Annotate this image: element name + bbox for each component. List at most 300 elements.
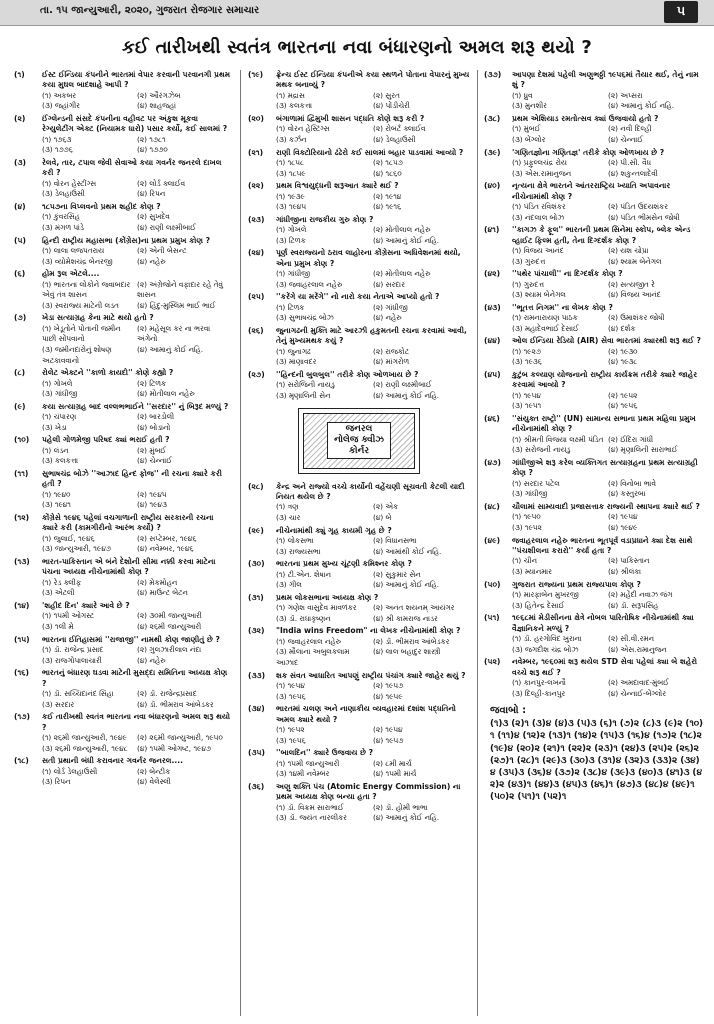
- answer-option: (૨) મોતીલાલ નહેરુ: [373, 269, 431, 279]
- question-number: (૨): [14, 114, 26, 123]
- question-item: [14, 712, 232, 754]
- answer-option: (૩) જાન્યુઆરી, ૧૯૪૭: [42, 544, 111, 554]
- options-grid: [14, 689, 232, 710]
- question-text: શક સંવત આધારિત આપણું રાષ્ટ્રીય પંચાંગ ક્યારે જાહેર થયું ?: [276, 670, 466, 680]
- answer-option: (૨) અંગ્રેજોને વફાદાર રહે તેવું શાસન: [137, 279, 223, 300]
- question-number: (૧૦): [14, 435, 30, 445]
- answer-option: (૩) સરોજની નાયડુ: [512, 445, 571, 455]
- question-number: (૫): [14, 235, 26, 245]
- answer-option: (૩) ૧૪મી નવેમ્બર: [276, 769, 330, 779]
- question-text-row: [14, 114, 232, 135]
- options-grid: [484, 280, 704, 301]
- answer-option: (૪) માઉન્ટ બેટન: [137, 588, 188, 598]
- answer-option: (૪) પોંડીચેરી: [373, 101, 410, 111]
- question-number: (૧૨): [14, 512, 30, 522]
- answer-option: (૧) લોર્ડ ડેલહાઉસી: [42, 766, 98, 776]
- answer-option: (૩) ગીલ: [276, 580, 302, 590]
- options-grid: [14, 733, 232, 754]
- question-text-row: [248, 248, 470, 269]
- answer-option: (૪) આમાનું કોઈ નહિ.: [373, 390, 440, 400]
- question-text: ભારતના ઈતિહાસમાં ''રાજાજી'' નામથી કોણ જાણીતું છે ?: [42, 634, 220, 644]
- question-text-row: [248, 292, 470, 302]
- question-text-row: [484, 657, 704, 678]
- question-text-row: [248, 671, 470, 681]
- answer-option: (૧) કુંવરસિંહ: [42, 212, 80, 222]
- question-number: (૧૩): [14, 556, 30, 566]
- question-text-row: [14, 402, 232, 412]
- question-text-row: [248, 215, 470, 225]
- question-text-row: [484, 370, 704, 391]
- answer-option: (૨) પંડિત ઉદયશંકર: [608, 202, 668, 211]
- question-text-row: [248, 326, 470, 347]
- options-grid: [14, 324, 232, 366]
- answer-option: (૩) ટિળક: [276, 235, 306, 245]
- options-grid: [484, 246, 704, 267]
- answer-option: (૪) શકુન્તલાદેવી: [608, 168, 658, 178]
- page-title: કઈ તારીખથી સ્વતંત્ર ભારતના નવા બંધારણનો અમલ શરૂ થયો ?: [121, 37, 592, 58]
- quiz-corner-box: [298, 408, 420, 474]
- question-item: [248, 482, 470, 524]
- answer-option: (૧) ટિળક: [276, 302, 305, 312]
- answer-option: (૩) કર્ઝન: [276, 135, 307, 144]
- options-grid: [248, 759, 470, 780]
- answer-option: (૨) ગુલઝારીલાલ નંદા: [137, 644, 202, 654]
- answer-option: (૨) સપ્ટેમ્બર, ૧૯૪૬: [137, 533, 197, 543]
- answer-option: (૨) નવી દિલ્હી: [608, 124, 652, 134]
- question-text: ''કાગઝ કે ફૂલ'' ભારતની પ્રથમ સિનેમા સ્કોપ, બ્લેક એન્ડ વ્હાઈટ ફિલ્મ હતી, તેના દિગ્દર્શક કોણ ?: [512, 225, 691, 245]
- answer-option: (૨) ૧૯૫૨: [608, 390, 638, 400]
- answer-option: (૩) મ્યાનમાર: [512, 566, 552, 576]
- question-item: [484, 225, 704, 267]
- question-number: (૪૮): [484, 501, 500, 511]
- answer-option: (૨) પાકિસ્તાન: [608, 556, 650, 566]
- question-text: કુટુંબ કલ્યાણ યોજનાનો રાષ્ટ્રીય કાર્યક્રમ તરીકે ક્યારે જાહેર કરવામાં આવ્યો ?: [512, 369, 698, 390]
- answer-option: (૧) સરદાર પટેલ: [512, 478, 560, 488]
- question-text: પ્રથમ વિશ્વયુદ્ધની શરૂઆત ક્યારે થઈ ?: [276, 181, 399, 191]
- question-number: (૧૫): [14, 634, 30, 644]
- answer-option: (૪) શ્યામ બેનેગલ: [608, 256, 662, 266]
- question-text: ભારત-પાકિસ્તાન એ બંને દેશોની સીમા નક્કી કરવા માટેના પંચના અધ્યક્ષ નીચેનામાંથી કોણ ?: [42, 556, 216, 577]
- question-text: ઈંગ્લેન્ડની સંસદે કંપનીના વહીવટ પર અંકુશ મૂકવા રેગ્યુલેટીંગ એક્ટ (નિયામક ધારો) પસાર કર્યો, કઈ સાલમાં ?: [42, 114, 228, 134]
- answer-option: (૪) ચેન્નાઈ: [137, 456, 172, 466]
- answer-option: (૨) મહેસૂલ કર ના ભરવા અંગેનો: [137, 323, 211, 344]
- question-item: [14, 601, 232, 633]
- answer-option: (૩) ૧૯૫૬: [276, 691, 306, 701]
- answer-option: (૩) જમીનદારોનું શોષણ અટકાવવાનો: [42, 344, 112, 365]
- answer-option: (૪) આમાંથી કોઈ નહિ.: [373, 546, 442, 556]
- question-item: [484, 114, 704, 146]
- hatched-frame: [303, 413, 415, 469]
- question-number: (૩૨): [248, 626, 265, 636]
- answer-option: (૨) ૩૦મી જાન્યુઆરી: [137, 611, 202, 621]
- answer-option: (૨) વિધાનસભા: [373, 535, 417, 545]
- question-number: (૪૦): [484, 181, 501, 191]
- answer-option: (૨) રાણી લક્ષ્મીબાઈ: [373, 380, 432, 390]
- question-item: [484, 502, 704, 534]
- answer-option: (૩) રિપન: [42, 777, 71, 787]
- question-item: [484, 414, 704, 456]
- question-text: ''પથેર પાંચાલી'' ના દિગ્દર્શક કોણ ?: [512, 269, 623, 279]
- answer-option: (૪) ૧૫મી ઓગષ્ટ, ૧૯૪૭: [137, 743, 211, 753]
- quiz-column-3: [484, 70, 704, 1024]
- question-text-row: [14, 557, 232, 578]
- question-item: [484, 536, 704, 578]
- question-item: [248, 292, 470, 324]
- answer-option: (૨) ઈંદિરા ગાંધી: [608, 434, 654, 444]
- answer-option: (૩) સુભાષચંદ્ર બોઝ: [276, 313, 334, 323]
- answer-option: (૩) ૧૯૪૧: [42, 500, 71, 510]
- options-grid: [14, 379, 232, 400]
- answer-option: (૧) લંડન: [42, 445, 69, 455]
- question-item: [14, 756, 232, 788]
- question-text: ૧૮૫૭ના વિપ્લવનો પ્રથમ શહીદ કોણ ?: [42, 202, 161, 211]
- answer-option: (૩) ૧૯૫૬: [276, 735, 306, 745]
- question-text-row: [484, 269, 704, 279]
- answer-option: (૩) ૨૬મી જાન્યુઆરી, ૧૯૪૮: [42, 743, 128, 753]
- question-item: [484, 580, 704, 612]
- column-divider: [240, 70, 241, 1016]
- answer-option: (૨) ટિળક: [137, 378, 167, 388]
- question-item: [484, 370, 704, 412]
- answer-option: (૧) જુલાઈ, ૧૯૪૬: [42, 533, 95, 543]
- question-text-row: [248, 526, 470, 536]
- question-text: નવેમ્બર, ૧૯૬૦માં શરૂ થયેલ STD સેવા પહેલાં ક્યા બે શહેરો વચ્ચે શરૂ થઈ ?: [512, 657, 698, 677]
- question-text-row: [484, 580, 704, 590]
- answer-option: (૧) મદ્રાસ: [276, 90, 305, 100]
- answer-option: (૨) લોર્ડ ક્લાઈવ: [137, 178, 186, 188]
- question-item: [484, 657, 704, 699]
- answer-option: (૧) વિજય આનંદ: [512, 246, 564, 255]
- answer-option: (૧) ૧૯૨૭: [512, 346, 541, 356]
- question-text: ''ભૂતત્ત નિગમ'' ના લેખક કોણ ?: [512, 302, 613, 312]
- answer-option: (૩) સ્વરાજ્ય માટેની લડત: [42, 300, 119, 310]
- question-text-row: [248, 370, 470, 380]
- options-grid: [248, 347, 470, 368]
- question-text: હોમ રૂલ એટલે....: [42, 269, 100, 279]
- answer-option: (૩) ૧૯૫૨: [512, 522, 542, 532]
- answer-option: (૪) ચેન્નાઈ: [608, 135, 643, 144]
- answer-option: (૪) ડૉ. સરૂપસિંહ: [608, 600, 659, 610]
- question-item: [248, 181, 470, 213]
- question-number: (૩૯): [484, 147, 501, 157]
- question-text: રાણી વિક્ટોરિયાનો ઢંઢેરો કઈ સાલમાં બહાર પાડવામાં આવ્યો ?: [276, 147, 464, 157]
- question-number: (૫૧): [484, 613, 500, 623]
- question-text: ભારતમાં ચલણ અને નાણાકીય વ્યવહારમાં દશાંશ પદ્ધતિનો અમલ ક્યારે થયો ?: [276, 704, 456, 724]
- answer-option: (૩) જગદીશ ચંદ્ર બોઝ: [512, 644, 579, 654]
- answer-option: (૪) બે: [373, 512, 392, 522]
- question-text-row: [14, 70, 232, 91]
- answer-option: (૪) નહેરુ: [373, 313, 402, 323]
- question-number: (૧): [14, 70, 25, 79]
- answer-option: (૪) ૧૯૩૮: [608, 357, 638, 367]
- answer-option: (૨) મુંબઈ: [137, 445, 166, 455]
- question-item: [248, 748, 470, 780]
- question-number: (૧૭): [14, 712, 30, 722]
- question-text: પહેલી ગોળમેજી પરિષદ ક્યાં ભરાઈ હતી ?: [42, 435, 170, 445]
- question-text: બંગાળામાં દ્વિમુખી શાસન પદ્ધતિ કોણે શરૂ કરી ?: [276, 114, 425, 123]
- answer-option: (૨) ડૉ. રાજેન્દ્રપ્રસાદ: [137, 688, 197, 698]
- question-text: નૃત્યના ક્ષેત્રે ભારતને આંતરરાષ્ટ્રિય ખ્યાતિ અપાવનાર નીચેનામાંથી કોણ ?: [512, 181, 671, 201]
- question-item: [484, 70, 704, 112]
- question-number: (૩): [14, 158, 26, 167]
- options-grid: [484, 678, 704, 699]
- question-number: (૬): [14, 269, 26, 279]
- answer-option: (૧) જુનાગઢ: [276, 346, 311, 356]
- question-number: (૮): [14, 368, 26, 378]
- answer-option: (૧) ગાંધીજી: [276, 269, 310, 279]
- question-text-row: [14, 236, 232, 246]
- question-text: સતી પ્રથાની બંધી કરાવનાર ગવર્નર જનરલ....: [42, 756, 184, 766]
- options-grid: [14, 767, 232, 788]
- options-grid: [14, 135, 232, 156]
- question-text-row: [248, 704, 470, 725]
- answer-option: (૧) ૧૫મી જાન્યુઆરી: [276, 758, 340, 768]
- question-text: કેન્દ્ર અને રાજ્યો વચ્ચે કાર્યોની વહેંચણી સૂચવતી કેટલી યાદી નિયત થયેલ છે ?: [276, 481, 465, 501]
- answer-option: (૪) શાહજહાં: [137, 101, 177, 111]
- question-item: [484, 336, 704, 368]
- answer-option: (૨) બારડોલી: [137, 412, 175, 422]
- question-number: (૨૪): [248, 248, 265, 258]
- question-item: [248, 559, 470, 591]
- question-text: ગાંધીજીના રાજકીય ગુરુ કોણ ?: [276, 214, 374, 224]
- options-grid: [248, 124, 470, 145]
- question-item: [14, 668, 232, 710]
- question-text: જુનાગઢની મુક્તિ માટે આરઝી હકુમતની રચના કરવામાં આવી, તેનું મુખ્યમથક કયું ?: [276, 325, 467, 346]
- answer-option: (૧) જવાહરલાલ નહેરુ: [276, 636, 341, 646]
- question-text-row: [14, 601, 232, 611]
- question-text-row: [484, 181, 704, 202]
- options-grid: [14, 280, 232, 312]
- question-text-row: [484, 336, 704, 346]
- options-grid: [484, 512, 704, 533]
- answer-option: (૩) ડૉ. જયંત નારલીકર: [276, 813, 347, 823]
- answer-option: (૧) ગોખલે: [276, 225, 307, 235]
- answer-option: (૪) લાલ બહાદુર શાસ્ત્રી: [373, 647, 441, 657]
- answer-option: (૧) વોરન હેસ્ટીંગ્સ: [42, 178, 97, 188]
- answer-option: (૩) ૧લી મે: [42, 621, 74, 631]
- question-item: [484, 458, 704, 500]
- question-item: [248, 704, 470, 746]
- question-item: [248, 782, 470, 824]
- answer-option: (૨) ૧૭૮૧: [137, 134, 166, 144]
- answer-option: (૨) રાજકોટ: [373, 346, 409, 356]
- answer-option: (૨) મોતીલાલ નહેરુ: [373, 225, 431, 235]
- answer-option: (૧) સરોજિની નાયડુ: [276, 380, 335, 390]
- options-grid: [248, 536, 470, 557]
- question-text-row: [484, 613, 704, 634]
- answer-option: (૨) ૧૯૧૪: [373, 191, 402, 201]
- answer-option: (૧) વોરન હેસ્ટિંગ્સ: [276, 124, 330, 134]
- quiz-column-2: [248, 70, 470, 1024]
- answer-option: (૪) ૧૮૬૦: [373, 168, 402, 178]
- answer-option: (૩) કલકત્તા: [42, 456, 79, 466]
- question-item: [248, 593, 470, 625]
- answer-option: (૧) પંડિત રવિશંકર: [512, 202, 566, 211]
- question-number: (૩૩): [248, 670, 266, 680]
- answer-option: (૩) રાજ્યસભા: [276, 546, 321, 556]
- question-text: "India wins Freedom" ના લેખક નીચેનામાંથી કોણ ?: [276, 626, 461, 636]
- question-number: (૨૮): [248, 481, 264, 491]
- options-grid: [248, 570, 470, 591]
- answer-option: (૪) આમાનું કોઈ નહિ.: [373, 813, 440, 823]
- question-text: કઈ તારીખથી સ્વતંત્ર ભારતના નવા બંધારણનો અમલ શરૂ થયો ?: [42, 712, 231, 732]
- question-item: [14, 469, 232, 511]
- question-text-row: [484, 114, 704, 124]
- answer-option: (૧) ૧૯૫૪: [276, 680, 305, 690]
- answer-option: (૪) હિંદુ-મુસ્લિમ ભાઈ ભાઈ: [137, 300, 216, 310]
- options-grid: [14, 91, 232, 112]
- options-grid: [248, 603, 470, 624]
- options-grid: [248, 192, 470, 213]
- answer-option: (૧) ગુરુદત્ત: [512, 279, 544, 289]
- options-grid: [484, 313, 704, 334]
- answers-heading: જવાબો :: [490, 705, 527, 717]
- answer-option: (૨) ૧૯૩૦: [608, 346, 638, 356]
- question-text: આપણા દેશમાં પહેલી અણુભઠ્ઠી ૧૯૫૬માં તૈયાર થઈ, તેનું નામ શું ?: [512, 70, 699, 90]
- answer-option: (૪) નહેરુ: [137, 655, 166, 665]
- answer-option: (૪) કસ્તુરબા: [608, 489, 646, 499]
- quiz-column-1: [14, 70, 232, 1024]
- answer-option: (૩) ચાર: [276, 512, 301, 522]
- answer-option: (૧) ડૉ. સચ્ચિદાનંદ સિંહા: [42, 688, 114, 698]
- answer-option: (૧) શ્રીમતી વિજયા લક્ષ્મી પંડિત: [512, 434, 604, 444]
- answer-option: (૪) રાણી લક્ષ્મીબાઈ: [137, 223, 196, 232]
- answer-option: (૩) મૌલાના અબુલકલામ આઝાદ: [276, 647, 350, 667]
- options-grid: [484, 435, 704, 456]
- question-item: [248, 148, 470, 180]
- question-text: કોંગ્રેસે ૧૯૪૬ પહેલાં વચગાળાની રાષ્ટ્રીય સરકારની રચના ક્યારે કરી (કામગીરીનો આરંભ કર્યો) ?: [42, 512, 214, 533]
- options-grid: [14, 246, 232, 267]
- question-item: [14, 236, 232, 268]
- options-grid: [248, 225, 470, 246]
- question-text-row: [484, 70, 704, 91]
- options-grid: [14, 611, 232, 632]
- options-grid: [14, 578, 232, 599]
- question-text: ''હિન્દની બુલબુલ'' તરીકે કોણ ઓળખાય છે ?: [276, 369, 419, 379]
- options-grid: [14, 534, 232, 555]
- answer-option: (૨) ઉમાશંકર જોષી: [608, 313, 665, 323]
- answer-option: (૪) એસ.રામાનુજન: [608, 644, 667, 654]
- options-grid: [484, 590, 704, 611]
- answer-option: (૨) ડૉ. ભીમરાવ આંબેડકર: [373, 636, 450, 646]
- question-text: ૧૯૬૮માં મેડીસીનના ક્ષેત્રે નોબલ પારિતોષિક નીચેનામાંથી ક્યા વૈજ્ઞાનિકને મળ્યું ?: [512, 613, 694, 633]
- answer-option: (૧) ચંપારણ: [42, 412, 77, 422]
- question-text: ખેડા સત્યાગ્રહ કેના માટે થયો હતો ?: [42, 313, 154, 323]
- answer-option: (૩) શ્યામ બેનેગલ: [512, 290, 566, 300]
- question-number: (૩૭): [484, 70, 502, 79]
- question-number: (૪૪): [484, 336, 501, 346]
- answer-option: (૪) શ્રી કામરાજ નાડર: [373, 613, 438, 623]
- question-text-row: [248, 626, 470, 636]
- answer-option: (૨) અનંત શયનમ્ આયંગર: [373, 603, 455, 613]
- options-grid: [14, 212, 232, 233]
- answer-option: (૨) ૧૯૫૭: [373, 680, 404, 690]
- answer-option: (૩) ડેલહાઉસી: [42, 189, 85, 199]
- question-text: સુભાષચંદ્ર બોઝે ''આઝાદ હિન્દ ફોજ'' ની રચના ક્યારે કરી હતી ?: [42, 468, 222, 489]
- answer-option: (૪) મૃણાલિની સારાભાઈ: [608, 445, 678, 455]
- question-item: [248, 114, 470, 146]
- question-item: [484, 269, 704, 301]
- question-text-row: [484, 225, 704, 246]
- answer-option: (૧) રેડ ક્લીફ: [42, 577, 82, 587]
- question-text: પૂર્ણ સ્વરાજ્યનો ઠરાવ લાહોરના કોંગ્રેસના અધિવેશનમાં થયો, એના પ્રમુખ કોણ ?: [276, 248, 461, 268]
- question-text: ભારતના પ્રથમ મુખ્ય ચૂંટણી કમિશ્નર કોણ ?: [276, 559, 412, 569]
- answer-option: (૪) ૧૫મી માર્ચ: [373, 769, 417, 779]
- answer-option: (૩) ગાંધીજી: [512, 489, 548, 499]
- answer-option: (૪) માંગરોળ: [373, 357, 410, 367]
- question-text: કયા સત્યાગ્રહ બાદ વલ્લભભાઈને ''સરદાર'' નું બિરૂદ મળ્યું ?: [42, 401, 229, 411]
- question-text-row: [14, 202, 232, 212]
- question-text-row: [14, 635, 232, 645]
- question-text: પ્રથમ લોકસભાના અધ્યક્ષ કોણ ?: [276, 592, 379, 602]
- answer-option: (૪) પંડિત ભીમસેન જોષી: [608, 212, 680, 222]
- question-text: ફ્રેન્ચ ઈસ્ટ ઈન્ડિયા કંપનીએ કયા સ્થળને પોતાના વેપારનું મુખ્ય મથક બનાવ્યું ?: [276, 70, 470, 90]
- question-number: (૪): [14, 202, 26, 211]
- answer-option: (૩) ૧૯૪૫: [276, 202, 307, 212]
- question-number: (૪૧): [484, 225, 500, 235]
- options-grid: [484, 391, 704, 412]
- answers-key: (૧)૩ (૨)૧ (૩)૪ (૪)૩ (૫)૩ (૬)૧ (૭)૨ (૮)૩ (૯)૨ (૧૦)૧ (૧૧)૪ (૧૨)૨ (૧૩)૧ (૧૪)૨ (૧૫)૩ (૧૬)૪ (૧૭)૨ (૧૮)૨ (૧૯)૪ (૨૦)૨ (૨૧)૧ (૨૨)૨ (૨૩)૧ (૨૪)૩ (૨૫)૨ (૨૬)૨ (૨૭)૧ (૨૮)૧ (૨૯)૩ (૩૦)૩ (૩૧)૪ (૩૨)૩ (૩૩)૨ (૩૪)૪ (૩૫)૩ (૩૬)૪ (૩૭)૨ (૩૮)૪ (૩૯)૩ (૪૦)૩ (૪૧)૩ (૪૨)૨ (૪૩)૧ (૪૪)૩ (૪૫)૩ (૪૬)૧ (૪૭)૩ (૪૮)૪ (૪૯)૧ (૫૦)૨ (૫૧)૧ (૫૨)૧: [490, 719, 704, 803]
- question-item: [14, 158, 232, 200]
- answer-option: (૨) ગાંધીજી: [373, 302, 408, 312]
- question-number: (૨૨): [248, 181, 264, 191]
- question-item: [484, 148, 704, 180]
- options-grid: [14, 490, 232, 511]
- question-number: (૧૮): [14, 756, 29, 766]
- answer-option: (૩) દિલ્હી-કાનપુર: [512, 688, 566, 698]
- page-number: ૫: [664, 1, 698, 23]
- answer-option: (૧) ભારતના લોકોને જવાબદાર એવું તંત્ર શાસન: [42, 279, 131, 300]
- question-text: ગુજરાત રાજ્યના પ્રથમ રાજ્યપાલ કોણ ?: [512, 579, 641, 589]
- question-text: ભારતનું બંધારણ ઘડવા માટેની મુસદ્દા સમિતિના અધ્યક્ષ કોણ ?: [42, 668, 228, 688]
- answer-option: (૪) આમાનું કોઈ નહિ.: [373, 580, 440, 590]
- question-item: [14, 557, 232, 599]
- question-number: (૨૯): [248, 525, 264, 535]
- question-number: (૪૩): [484, 302, 501, 312]
- question-number: (૨૭): [248, 369, 265, 379]
- answer-option: (૨) ૧૯૫૪: [608, 512, 638, 522]
- question-text: હિન્દી રાષ્ટ્રીય મહાસભા (કોંગ્રેસ)ના પ્રથમ પ્રમુખ કોણ ?: [42, 235, 211, 245]
- answer-option: (૪) શ્રીલંકા: [608, 566, 642, 576]
- answer-option: (૪) આમાનું કોઈ નહિ.: [373, 235, 440, 245]
- question-text-row: [14, 756, 232, 766]
- quiz-corner-label: જનરલ નોલેજ ક્વીઝ કોર્નર: [327, 422, 391, 459]
- answer-option: (૧) ૧૯૫૦: [512, 512, 541, 522]
- answer-option: (૪) ડેલહાઉસી: [373, 135, 416, 144]
- answer-option: (૩) એટલી: [42, 588, 75, 598]
- answer-option: (૧) ચીન: [512, 556, 537, 566]
- question-item: [484, 303, 704, 335]
- answer-option: (૩) જહાંગીર: [42, 101, 80, 111]
- options-grid: [14, 446, 232, 467]
- answer-option: (૨) ૮મી માર્ચ: [373, 758, 412, 768]
- options-grid: [248, 303, 470, 324]
- question-item: [248, 70, 470, 112]
- question-text-row: [14, 513, 232, 534]
- question-number: (૪૬): [484, 413, 500, 423]
- answer-option: (૪) બોડાનો: [137, 422, 171, 432]
- answer-option: (૧) લોકસભા: [276, 535, 314, 545]
- question-text-row: [248, 559, 470, 569]
- answer-option: (૩) મુનશીર: [512, 101, 547, 111]
- question-item: [14, 269, 232, 311]
- question-item: [484, 613, 704, 655]
- answer-option: (૩) ૧૯૩૬: [512, 357, 542, 367]
- question-text-row: [14, 313, 232, 323]
- question-text: 'ગણિતજ્ઞોના ગણિતજ્ઞ' તરીકે કોણ ઓળખાય છે ?: [512, 147, 665, 157]
- options-grid: [14, 412, 232, 433]
- question-text-row: [14, 469, 232, 490]
